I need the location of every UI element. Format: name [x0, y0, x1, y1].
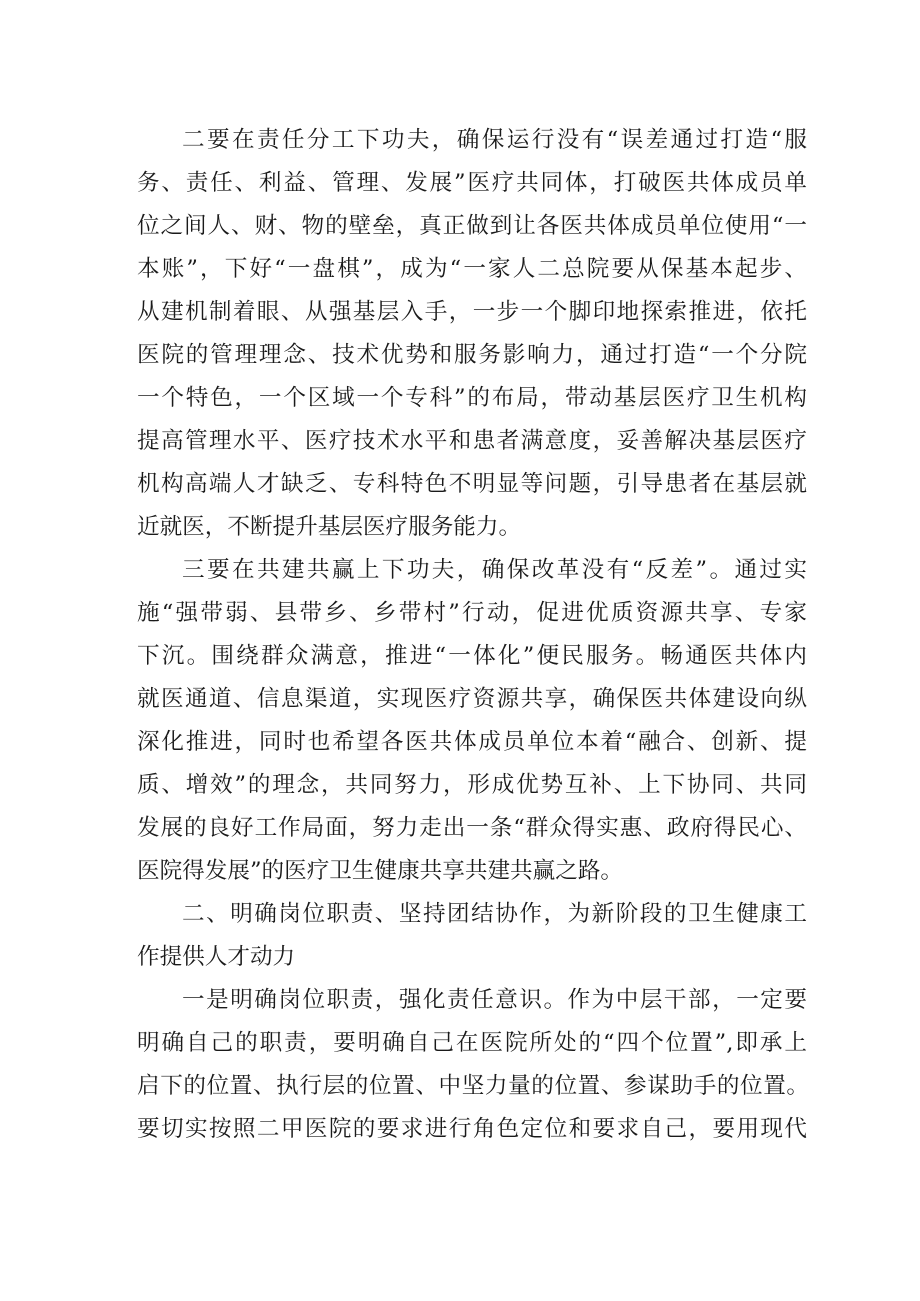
text-line: 医院的管理理念、技术优势和服务影响力，通过打造“一个分院: [137, 342, 807, 368]
text-line: 发展的良好工作局面，努力走出一条“群众得实惠、政府得民心、: [137, 815, 807, 841]
text-line: 施“强带弱、县带乡、乡带村”行动，促进优质资源共享、专家: [137, 600, 807, 626]
text-line: 明确自己的职责，要明确自己在医院所处的“四个位置”,即承上: [137, 1030, 807, 1056]
text-line: 位之间人、财、物的壁垒，真正做到让各医共体成员单位使用“一: [137, 213, 807, 239]
text-line: 深化推进，同时也希望各医共体成员单位本着“融合、创新、提: [137, 729, 807, 755]
text-line: 一个特色，一个区域一个专科”的布局，带动基层医疗卫生机构: [137, 385, 807, 411]
section-heading-line: 作提供人才动力: [137, 944, 296, 970]
text-line: 质、增效”的理念，共同努力，形成优势互补、上下协同、共同: [137, 772, 807, 798]
text-line: 本账”，下好“一盘棋”，成为“一家人二总院要从保基本起步、: [137, 256, 807, 282]
text-line: 启下的位置、执行层的位置、中坚力量的位置、参谋助手的位置。: [137, 1073, 809, 1099]
section-heading-line: 二、明确岗位职责、坚持团结协作，为新阶段的卫生健康工: [182, 901, 807, 927]
text-line: 下沉。围绕群众满意，推进“一体化”便民服务。畅通医共体内: [137, 643, 807, 669]
text-line: 近就医，不断提升基层医疗服务能力。: [137, 514, 522, 540]
text-line: 一是明确岗位职责，强化责任意识。作为中层干部，一定要: [182, 987, 807, 1013]
text-line: 提高管理水平、医疗技术水平和患者满意度，妥善解决基层医疗: [137, 428, 807, 454]
text-line: 务、责任、利益、管理、发展”医疗共同体，打破医共体成员单: [137, 170, 807, 196]
text-line: 医院得发展”的医疗卫生健康共享共建共赢之路。: [137, 858, 624, 884]
text-line: 就医通道、信息渠道，实现医疗资源共享，确保医共体建设向纵: [137, 686, 807, 712]
text-line: 三要在共建共赢上下功夫，确保改革没有“反差”。通过实: [182, 557, 807, 583]
text-line: 从建机制着眼、从强基层入手，一步一个脚印地探索推进，依托: [137, 299, 807, 325]
text-line: 要切实按照二甲医院的要求进行角色定位和要求自己，要用现代: [137, 1116, 807, 1142]
text-line: 二要在责任分工下功夫，确保运行没有“误差通过打造“服: [182, 127, 807, 153]
text-line: 机构高端人才缺乏、专科特色不明显等问题，引导患者在基层就: [137, 471, 807, 497]
